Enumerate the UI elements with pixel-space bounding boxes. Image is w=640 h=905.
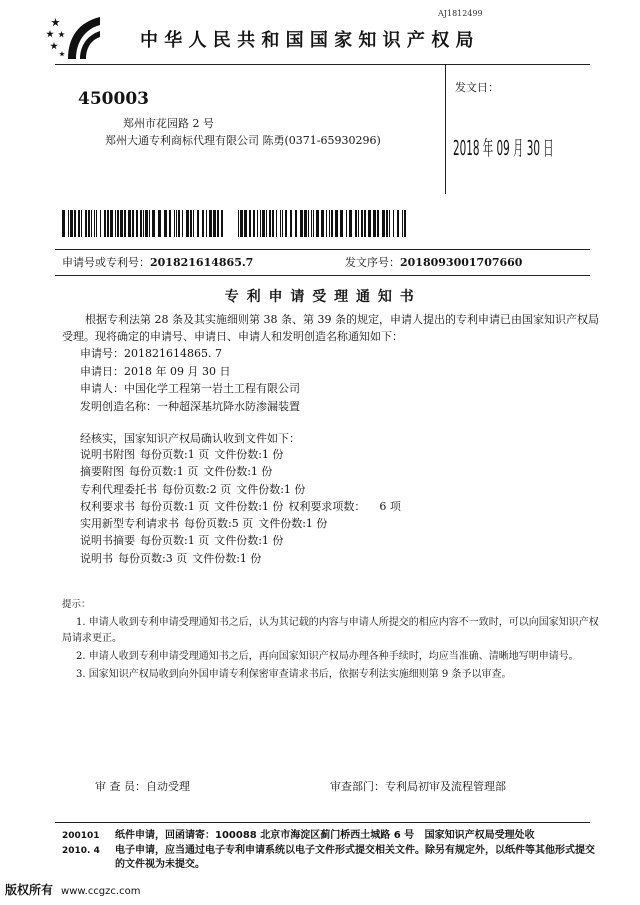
barcode-bar: [238, 210, 239, 237]
file-pages: 每份页数:1 页: [140, 534, 210, 548]
barcode-bar: [117, 210, 119, 237]
barcode-bar: [145, 210, 148, 237]
barcode-bar: [169, 210, 171, 237]
barcode-bar: [217, 210, 219, 237]
list-item: [80, 550, 401, 567]
form-date: 2010. 4: [62, 846, 100, 856]
barcode-bar: [174, 210, 175, 237]
application-number-label: 申请号或专利号：: [62, 256, 150, 269]
application-number-line: [62, 255, 253, 271]
list-item: [80, 463, 401, 480]
barcode-bar: [285, 210, 287, 237]
barcode-bar: [321, 210, 324, 237]
file-name: 专利代理委托书: [80, 482, 157, 496]
field-application-number: [80, 345, 300, 363]
file-pages: 每份页数:1 页: [129, 465, 199, 479]
file-name: 说明书摘要: [80, 534, 135, 548]
tips-label: 提示：: [62, 599, 91, 610]
file-copies: 文件份数:1 份: [258, 517, 328, 531]
barcode-bar: [206, 210, 207, 237]
file-name: 实用新型专利请求书: [80, 517, 179, 531]
field-value: 一种超深基坑降水防渗漏装置: [157, 399, 300, 413]
barcode-bar: [78, 210, 80, 237]
divider-line: [445, 64, 446, 194]
barcode-bar: [221, 210, 223, 237]
file-name: 权利要求书: [80, 499, 135, 513]
examiner-line: [95, 779, 190, 795]
barcode-bar: [91, 210, 92, 237]
barcode-bar: [269, 210, 271, 237]
barcode-bar: [70, 210, 73, 237]
barcode-bar: [326, 210, 327, 237]
barcode-bar: [397, 210, 399, 237]
barcode-bar: [249, 210, 251, 237]
divider-line: [55, 249, 590, 250]
file-copies: 文件份数:1 份: [203, 465, 273, 479]
received-files-list: [80, 446, 401, 567]
barcode-bar: [304, 210, 307, 237]
barcode-bar: [253, 210, 255, 237]
serial-number-label: 发文序号：: [345, 256, 400, 269]
barcode-bar: [377, 210, 379, 237]
barcode-bar: [257, 210, 258, 237]
field-label: 申请日：: [80, 364, 124, 378]
barcode-bar: [402, 210, 403, 237]
barcode-bar: [280, 210, 281, 237]
barcode: [238, 210, 411, 237]
barcode-bar: [152, 210, 155, 237]
department-line: [330, 779, 506, 795]
barcode-bar: [316, 210, 319, 237]
tip-item: 3. 国家知识产权局收到向外国申请专利保密审查请求书后，依据专利法实施细则第 9 条予以审查。: [76, 669, 512, 680]
tip-item: 1. 申请人收到专利申请受理通知书之后，认为其记载的内容与申请人所提交的相应内容不一致时，可以向国家知识产权局请求更正。: [62, 617, 599, 644]
barcode-bar: [300, 210, 303, 237]
postcode: 450003: [78, 89, 149, 109]
barcode-bar: [389, 210, 390, 237]
file-copies: 文件份数:1 份: [192, 551, 262, 565]
barcode-bar: [404, 210, 406, 237]
examiner-label: 审 查 员：: [95, 780, 146, 793]
barcode: [62, 210, 226, 237]
barcode-bar: [190, 210, 192, 237]
barcode-bar: [164, 210, 167, 237]
file-name: 说明书附图: [80, 448, 135, 461]
barcode-bar: [240, 210, 243, 237]
serial-number-line: [345, 255, 522, 271]
barcode-bar: [368, 210, 371, 237]
field-filing-date: [80, 363, 300, 381]
application-fields: [80, 345, 300, 415]
barcode-bar: [346, 210, 347, 237]
barcode-bar: [313, 210, 314, 237]
field-label: 申请人：: [80, 382, 124, 395]
recipient-address: 郑州市花园路 2 号: [123, 117, 214, 130]
file-name: 说明书: [80, 551, 113, 565]
serial-number: 2018093001707660: [400, 256, 523, 269]
tip-item: 2. 申请人收到专利申请受理通知书之后，再向国家知识产权局办理各种手续时，均应当准确、清晰地写明申请号。: [76, 651, 579, 662]
paper-submission-note: 纸件申请，回函请寄：100088 北京市海淀区蓟门桥西土城路 6 号 国家知识产权局受理处收: [115, 830, 535, 841]
field-label: 发明创造名称：: [80, 399, 157, 413]
barcode-bar: [182, 210, 183, 237]
cnipa-emblem-icon: [44, 15, 102, 61]
list-item: [80, 481, 401, 498]
application-number: 201821614865.7: [150, 256, 254, 269]
file-pages: 每份页数:5 页: [184, 517, 254, 531]
barcode-bar: [364, 210, 366, 237]
electronic-submission-note: 电子申请，应当通过电子专利申请系统以电子文件形式提交相关文件。除另有规定外，以纸件等其他形式提交的文件视为未提交。: [115, 845, 595, 870]
barcode-bar: [276, 210, 277, 237]
field-value: 中国化学工程第一岩土工程有限公司: [124, 382, 300, 395]
barcode-bar: [260, 210, 261, 237]
list-item: [80, 515, 401, 532]
barcode-bar: [209, 210, 212, 237]
list-item: [80, 498, 401, 515]
barcode-bar: [128, 210, 131, 237]
claims-count: 6 项: [379, 499, 401, 513]
barcode-bar: [186, 210, 189, 237]
barcode-bar: [143, 210, 144, 237]
barcode-bar: [74, 210, 76, 237]
divider-line: [55, 64, 590, 65]
document-code: AJ1812499: [438, 9, 483, 18]
barcode-bar: [96, 210, 97, 237]
barcode-bar: [120, 210, 123, 237]
issuing-office-title: 中 华 人 民 共 和 国 国 家 知 识 产 权 局: [140, 30, 474, 51]
file-pages: 每份页数:2 页: [162, 482, 232, 496]
barcode-bar: [110, 210, 113, 237]
field-value: 201821614865. 7: [124, 347, 222, 360]
barcode-bar: [290, 210, 292, 237]
department: 专利局初审及流程管理部: [385, 780, 506, 793]
tips-list: [62, 615, 608, 685]
barcode-bar: [124, 210, 126, 237]
barcode-bar: [94, 210, 95, 237]
field-applicant: [80, 380, 300, 398]
department-label: 审查部门：: [330, 780, 385, 793]
barcode-bar: [81, 210, 82, 237]
barcode-bar: [213, 210, 216, 237]
barcode-bar: [149, 210, 150, 237]
barcode-bar: [308, 210, 309, 237]
barcode-bar: [335, 210, 338, 237]
issue-date-label: 发文日：: [455, 81, 499, 94]
intro-paragraph: 根据专利法第 28 条及其实施细则第 38 条、第 39 条的规定，申请人提出的专利申请已由国家知识产权局受理。现将确定的申请号、申请日、申请人和发明创造名称通知如下：: [62, 313, 599, 343]
barcode-bar: [88, 210, 90, 237]
barcode-bar: [373, 210, 376, 237]
barcode-bar: [100, 210, 101, 237]
barcode-bar: [68, 210, 69, 237]
barcode-bar: [176, 210, 177, 237]
file-name: 摘要附图: [80, 465, 124, 479]
field-invention-title: [80, 398, 300, 416]
field-value: 2018 年 09 月 30 日: [124, 364, 231, 378]
barcode-bar: [331, 210, 333, 237]
barcode-bar: [295, 210, 297, 237]
issue-date-stamp: 2018 年 09 月 30 日: [453, 136, 554, 160]
watermark-text: 版权所有: [5, 883, 54, 897]
claims-count-label: 权利要求项数：: [288, 499, 366, 513]
recipient-name: 郑州大通专利商标代理有限公司 陈勇(0371-65930296): [105, 134, 381, 147]
barcode-bar: [62, 210, 65, 237]
barcode-bar: [244, 210, 247, 237]
form-code: 200101: [62, 831, 100, 841]
barcode-bar: [104, 210, 106, 237]
barcode-bar: [386, 210, 388, 237]
barcode-bar: [85, 210, 87, 237]
barcode-bar: [136, 210, 138, 237]
watermark: [5, 882, 140, 900]
barcode-bar: [115, 210, 116, 237]
list-item: [80, 532, 401, 549]
barcode-bar: [329, 210, 330, 237]
received-files-intro: 经核实，国家知识产权局确认收到文件如下：: [80, 432, 300, 445]
watermark-url: www.ccgzc.com: [61, 886, 141, 897]
barcode-bar: [202, 210, 204, 237]
barcode-bar: [262, 210, 265, 237]
divider-line: [55, 275, 590, 276]
barcode-bar: [340, 210, 343, 237]
file-copies: 文件份数:1 份: [214, 448, 284, 461]
barcode-bar: [197, 210, 199, 237]
barcode-bar: [272, 210, 274, 237]
barcode-bar: [349, 210, 352, 237]
barcode-bar: [311, 210, 312, 237]
list-item: [80, 446, 401, 463]
barcode-bar: [132, 210, 134, 237]
notice-title: 专 利 申 请 受 理 通 知 书: [224, 289, 416, 305]
barcode-bar: [178, 210, 180, 237]
file-copies: 文件份数:1 份: [214, 499, 284, 513]
file-pages: 每份页数:1 页: [140, 499, 210, 513]
barcode-bar: [358, 210, 359, 237]
barcode-bar: [266, 210, 267, 237]
barcode-bar: [193, 210, 194, 237]
file-copies: 文件份数:1 份: [214, 534, 284, 548]
file-pages: 每份页数:3 页: [118, 551, 188, 565]
examiner: 自动受理: [146, 780, 190, 793]
file-pages: 每份页数:1 页: [140, 448, 210, 461]
barcode-bar: [361, 210, 363, 237]
barcode-bar: [282, 210, 283, 237]
divider-line: [55, 822, 590, 823]
barcode-bar: [393, 210, 394, 237]
barcode-bar: [107, 210, 109, 237]
barcode-bar: [140, 210, 142, 237]
barcode-bar: [382, 210, 385, 237]
barcode-bar: [158, 210, 161, 237]
file-copies: 文件份数:1 份: [236, 482, 306, 496]
barcode-bar: [355, 210, 357, 237]
field-label: 申请号：: [80, 347, 124, 360]
